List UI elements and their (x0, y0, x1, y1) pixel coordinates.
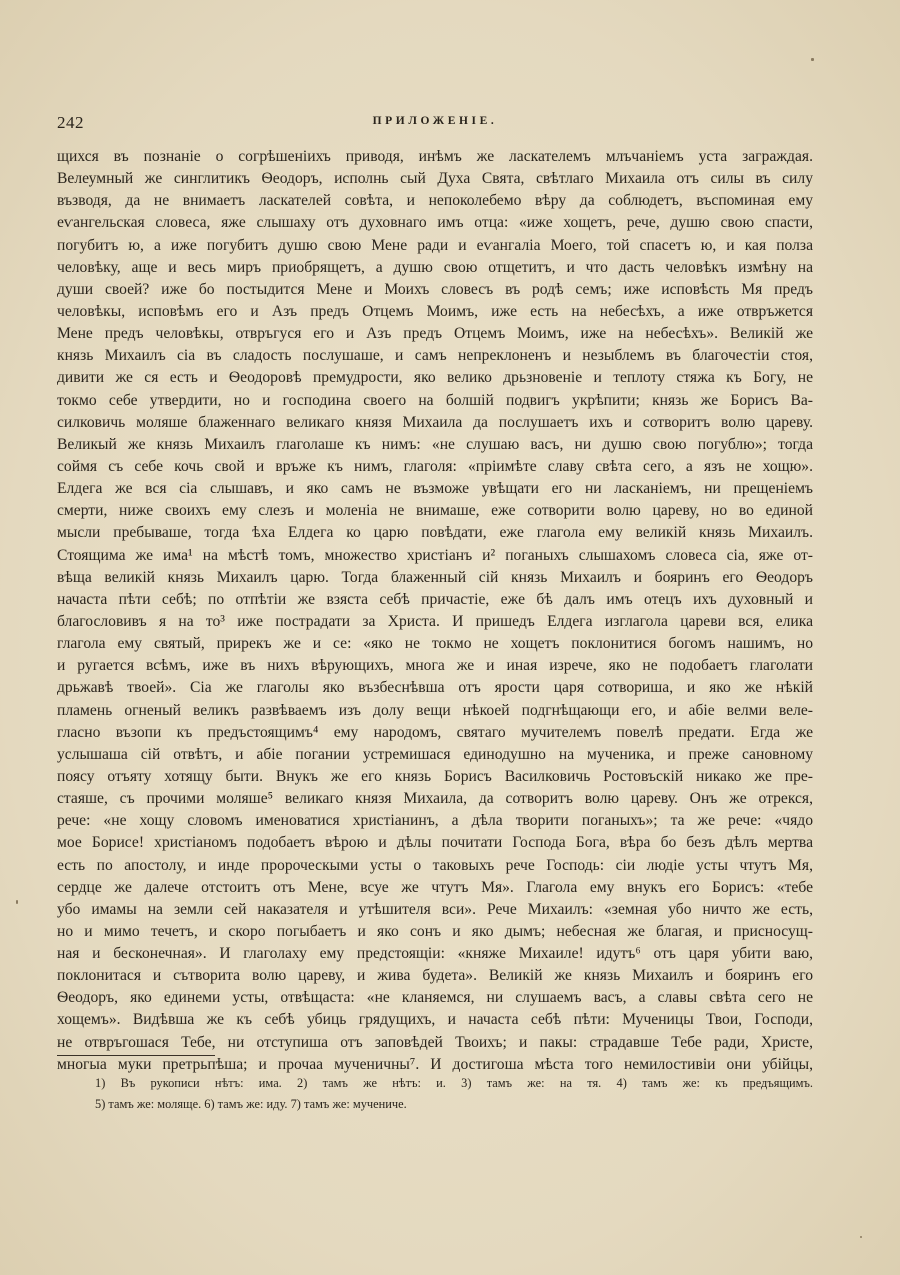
text-line: пламень огненый великъ развѣваемъ изъ долу вещи нѣкоей подгнѣщающи его, и абіе велми веле- (57, 701, 813, 719)
text-line: силковичь моляше блаженнаго великаго князя Михаила да послушаетъ ихъ и сотворитъ волю цареву. (57, 413, 813, 431)
text-line: князь Михаилъ сіа въ сладость послушаше, и самъ непреклоненъ и незыблемъ въ благочестіи стоя, (57, 347, 813, 365)
paper-speck (860, 1236, 862, 1238)
text-line: Велеумный же синглитикъ Ѳеодоръ, исполнь сый Духа Свята, свѣтлаго Михаила отъ силы въ силу (57, 170, 813, 188)
text-line: Мене предъ человѣкы, отвръгуся его и Азъ предъ Отцемъ Моимъ, иже на небесѣхъ». Великій же (57, 325, 813, 343)
text-line: токмо себе утвердити, но и господина своего на болшій подвигъ укрѣпити; князь же Борисъ Ва- (57, 391, 813, 409)
text-line: стаяше, съ прочими моляше⁵ великаго князя Михаила, да сотворитъ волю цареву. Онъ же отрекся, (57, 790, 813, 808)
footnote-separator (57, 1055, 215, 1056)
text-line: поклонитася и сътворита волю цареву, и жива будета». Великій же князь Михаилъ и бояринъ его (57, 967, 813, 985)
text-line: поясу отъяту хотящу быти. Внукъ же его князь Борисъ Василковичь Ростовъскій никако же пре- (57, 767, 813, 785)
text-line: щихся въ познаніе о согрѣшеніихъ приводя, инѣмъ же ласкателемъ млъчаніемъ уста заграждая. (57, 148, 813, 165)
text-line: мое Борисе! христіаномъ подобаетъ вѣрою и дѣлы почитати Господа Бога, вѣра бо безъ дѣлъ мертва (57, 834, 813, 852)
paper-speck (811, 58, 814, 61)
text-line: Стоящима же има¹ на мѣстѣ томъ, множество христіанъ и² поганыхъ слышахомъ словеса сіа, яже от- (57, 546, 813, 564)
text-line: ная и бесконечная». И глаголаху ему предстоящіи: «княже Михаиле! идутъ⁶ отъ царя убити ваю, (57, 945, 813, 963)
text-line: Елдега же вся сіа слышавъ, и яко самъ не възможе увѣщати его ни ласканіемъ, ни прещеніемъ (57, 480, 813, 498)
text-line: услышаша сій отвѣтъ, и абіе погании устремишася единодушно на мученика, и преже сановному (57, 745, 813, 763)
body-text (57, 146, 813, 1076)
text-line: рече: «не хощу словомъ именоватися христіанинъ, а дѣла творити поганыхъ»; та же рече: «чядо (57, 812, 813, 830)
text-line: дивити же ся есть и Ѳеодоровѣ премудрости, яко велико дрьзновеніе и теплоту стяжа къ Богу, не (57, 369, 813, 387)
text-line: не отвръгошася Тебе, ни отступиша отъ заповѣдей Твоихъ; и пакы: страдавше Тебе ради, Христе, (57, 1033, 813, 1051)
text-line: еѵангельская словеса, яже слышаху отъ духовнаго имъ отца: «иже хощетъ, рече, душю свою спасти, (57, 214, 813, 232)
footnote-line: 1) Въ рукописи нѣтъ: има. 2) тамъ же нѣтъ: и. 3) тамъ же: на тя. 4) тамъ же: къ предъящимъ. (95, 1076, 813, 1090)
text-line: хощемъ». Видѣвша же къ себѣ убиць грядущихъ, и начаста себѣ пѣти: Мученицы Твои, Господи, (57, 1011, 813, 1029)
text-line: человѣкы, исповѣмъ его и Азъ предъ Отцемъ Моимъ, иже есть на небесѣхъ, а иже отвръжется (57, 302, 813, 320)
page-number: 242 (57, 113, 84, 132)
text-line: человѣку, аще и весь миръ приобрящетъ, а душю свою отщетитъ, и что дасть человѣкъ измѣну на (57, 258, 813, 276)
text-line: начаста пѣти себѣ; по отпѣтіи же взяста себѣ причастіе, еже бѣ далъ имъ отецъ ихъ духовный и (57, 590, 813, 608)
text-line: есть по апостолу, и инде пророческыми усты о таковыхъ рече Господь: сіи людіе усты чтутъ Мя, (57, 856, 813, 874)
footnotes (95, 1073, 813, 1115)
text-line: убо имамы на земли сей наказателя и утѣшителя вси». Рече Михаилъ: «земная убо ничто же есть, (57, 900, 813, 918)
text-line: и ругается всѣмъ, иже въ нихъ вѣрующихъ, многа же и иная изрече, яко не подобаетъ глаголати (57, 657, 813, 675)
text-line: смерти, ниже своихъ ему слезъ и моленіа не внимаше, еже сотворити волю цареву, но во единой (57, 502, 813, 520)
paper-speck (16, 900, 18, 904)
text-line: благословивъ я на то³ иже пострадати за Христа. И пришедъ Елдега изглагола цареви вся, елика (57, 612, 813, 630)
footnote-line: 5) тамъ же: моляще. 6) тамъ же: иду. 7) тамъ же: мучениче. (95, 1097, 407, 1111)
text-line: соймя съ себе кочь свой и връже къ нимъ, глаголя: «пріимѣте славу свѣта сего, а язъ не хощю». (57, 457, 813, 475)
text-line: погубитъ ю, а иже погубитъ душю свою Мене ради и еѵангаліа Моего, той спасетъ ю, и кая полза (57, 236, 813, 254)
text-line: сердце же далече отстоитъ отъ Мене, всуе же чтутъ Мя». Глагола ему внукъ его Борисъ: «тебе (57, 878, 813, 896)
text-line: мысли пребываше, тогда ѣха Елдега ко царю повѣдати, еже глагола ему великій князь Михаилъ. (57, 524, 813, 542)
running-head (57, 113, 813, 135)
text-line: вѣща великій князь Михаилъ царю. Тогда блаженный сій князь Михаилъ и бояринъ его Ѳеодоръ (57, 568, 813, 586)
text-line: но и мимо течетъ, и скоро погыбаетъ и яко сонъ и яко дымъ; небесная же благая, и присносущ- (57, 922, 813, 940)
section-title: ПРИЛОЖЕНІЕ. (372, 115, 498, 127)
text-line: дрьжавѣ твоей». Сіа же глаголы яко възбеснѣвша отъ ярости царя сотвориша, и яко же нѣкій (57, 679, 813, 697)
text-line: Великый же князь Михаилъ глаголаше къ нимъ: «не слушаю васъ, ни душю свою погублю»; тогда (57, 435, 813, 453)
text-line: многыа муки претрьпѣша; и прочаа мученичны⁷. И достигоша мѣста того немилостивіи они убійцы, (57, 1055, 813, 1073)
text-line: възводя, да не внимаетъ ласкателей совѣта, и непоколебемо вѣру да соблюдетъ, въспоминая ему (57, 192, 813, 210)
text-line: гласно възопи къ предъстоящимъ⁴ ему народомъ, святаго мучителемъ повелѣ предати. Егда же (57, 723, 813, 741)
text-line: Ѳеодоръ, яко единеми усты, отвѣщаста: «не кланяемся, ни слушаемъ васъ, а славы свѣта сего не (57, 989, 813, 1007)
text-line: души своей? иже бо постыдится Мене и Моихъ словесъ въ родѣ семъ; иже исповѣсть Мя предъ (57, 280, 813, 298)
text-line: глагола ему святый, прирекъ же и се: «яко не токмо не хощетъ поклонитися богомъ нашимъ, но (57, 635, 813, 653)
